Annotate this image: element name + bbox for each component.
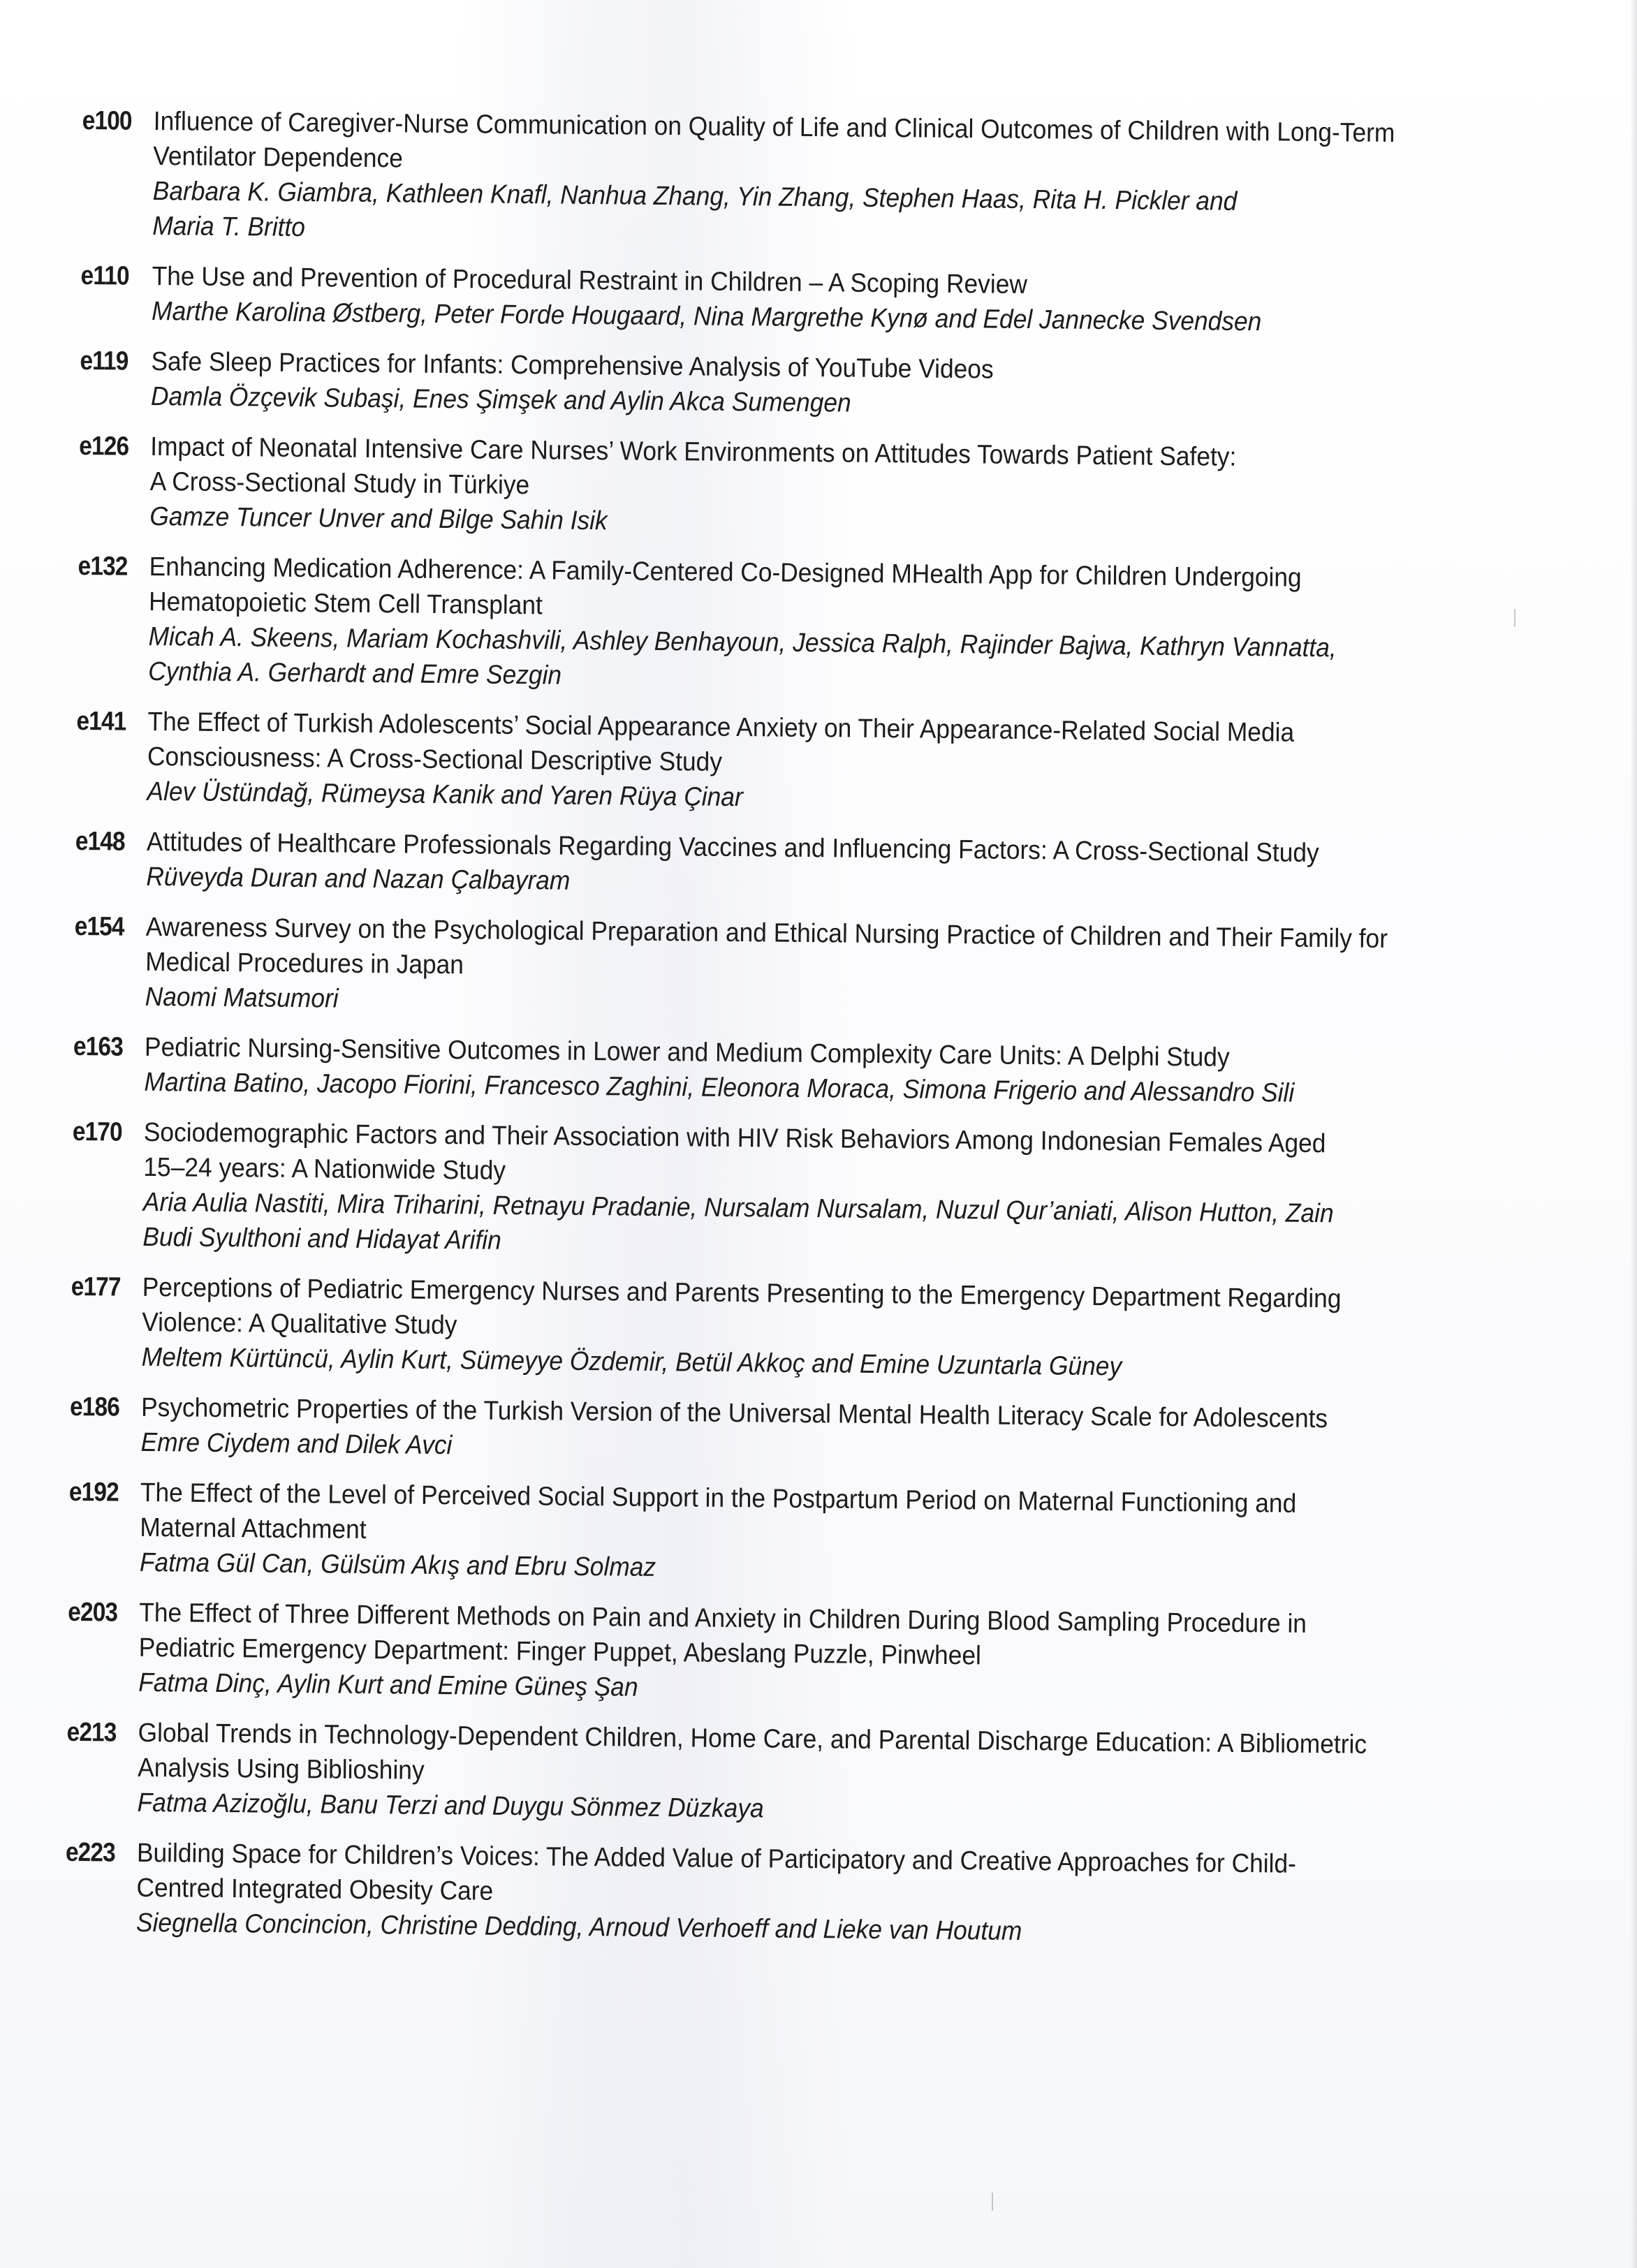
- article-authors-line: Barbara K. Giambra, Kathleen Knafl, Nanhua Zhang, Yin Zhang, Stephen Haas, Rita H. Pickler and: [152, 176, 1238, 216]
- article-title-line: Consciousness: A Cross-Sectional Descriptive Study: [147, 742, 723, 777]
- page-number: e186: [69, 1392, 120, 1422]
- article-title-line: Ventilator Dependence: [153, 141, 404, 174]
- article-title-line: Safe Sleep Practices for Infants: Comprehensive Analysis of YouTube Videos: [151, 346, 994, 385]
- page-number: e213: [66, 1717, 117, 1748]
- article-authors-line: Meltem Kürtüncü, Aylin Kurt, Sümeyye Özdemir, Betül Akkoç and Emine Uzuntarla Güney: [141, 1342, 1122, 1382]
- toc-entry: [73, 1029, 1582, 1114]
- article-title-line: The Effect of the Level of Perceived Social Support in the Postpartum Period on Maternal Functioning and: [140, 1478, 1297, 1519]
- page-number: e203: [68, 1597, 118, 1628]
- article-authors-line: Budi Syulthoni and Hidayat Arifin: [142, 1222, 501, 1256]
- page-number: e148: [75, 826, 125, 857]
- article-title-line: The Effect of Turkish Adolescents’ Social Appearance Anxiety on Their Appearance-Related Social Media: [147, 707, 1295, 748]
- page-number: e192: [68, 1477, 119, 1508]
- article-authors-line: Damla Özçevik Subaşi, Enes Şimşek and Aylin Akca Sumengen: [150, 381, 851, 418]
- toc-entry: [80, 258, 1590, 343]
- page-number: e132: [78, 551, 128, 582]
- article-title-line: Awareness Survey on the Psychological Preparation and Ethical Nursing Practice of Children and Their Family for: [145, 912, 1388, 954]
- article-title-line: 15–24 years: A Nationwide Study: [143, 1152, 506, 1186]
- article-title-line: Analysis Using Biblioshiny: [137, 1753, 425, 1785]
- page-number: e223: [65, 1837, 116, 1868]
- article-title-line: Centred Integrated Obesity Care: [136, 1873, 494, 1906]
- article-title-line: Impact of Neonatal Intensive Care Nurses’ Work Environments on Attitudes Towards Patient Safety:: [150, 432, 1237, 472]
- page-number: e119: [80, 346, 129, 376]
- article-authors-line: Siegnella Concincion, Christine Dedding, Arnoud Verhoeff and Lieke van Houtum: [135, 1908, 1022, 1947]
- toc-entry: [71, 1269, 1580, 1389]
- toc-entry: [69, 1390, 1578, 1474]
- toc-entry: [75, 704, 1585, 823]
- article-title-line: Building Space for Children’s Voices: The Added Value of Participatory and Creative Approaches for Child-: [136, 1838, 1297, 1879]
- article-title-line: Perceptions of Pediatric Emergency Nurses and Parents Presenting to the Emergency Department Regarding: [142, 1272, 1342, 1314]
- article-title-line: Sociodemographic Factors and Their Association with HIV Risk Behaviors Among Indonesian Females Aged: [143, 1117, 1326, 1159]
- article-authors-line: Micah A. Skeens, Mariam Kochashvili, Ashley Benhayoun, Jessica Ralph, Rajinder Bajwa, Kathryn Vannatta,: [148, 621, 1337, 663]
- page-number: e141: [76, 706, 126, 737]
- article-title-line: Maternal Attachment: [140, 1512, 367, 1545]
- article-title-line: Medical Procedures in Japan: [145, 947, 464, 980]
- toc-entry: [68, 1475, 1578, 1594]
- article-title-line: A Cross-Sectional Study in Türkiye: [149, 466, 530, 501]
- article-title-line: Attitudes of Healthcare Professionals Regarding Vaccines and Influencing Factors: A Cross-Sectional Study: [146, 827, 1319, 869]
- page-number: e126: [79, 431, 129, 462]
- table-of-contents: [65, 103, 1591, 1970]
- page-number: e177: [71, 1272, 121, 1302]
- article-title-line: The Use and Prevention of Procedural Restraint in Children – A Scoping Review: [152, 261, 1028, 300]
- article-authors-line: Fatma Gül Can, Gülsüm Akış and Ebru Solmaz: [139, 1547, 656, 1582]
- article-authors-line: Alev Üstündağ, Rümeysa Kanik and Yaren Rüya Çinar: [147, 776, 743, 813]
- toc-entry: [81, 103, 1591, 258]
- toc-entry: [75, 824, 1584, 908]
- toc-entry: [67, 1595, 1576, 1714]
- toc-entry: [80, 344, 1589, 428]
- article-authors-line: Naomi Matsumori: [145, 982, 339, 1014]
- toc-entry: [66, 1715, 1575, 1834]
- article-title-line: Pediatric Nursing-Sensitive Outcomes in Lower and Medium Complexity Care Units: A Delphi Study: [144, 1032, 1230, 1073]
- article-title-line: Violence: A Qualitative Study: [142, 1307, 457, 1341]
- article-authors-line: Fatma Dinç, Aylin Kurt and Emine Güneş Şan: [138, 1667, 638, 1702]
- page-number: e100: [82, 105, 132, 136]
- page-number: e110: [80, 260, 129, 291]
- article-authors-line: Aria Aulia Nastiti, Mira Triharini, Retnayu Pradanie, Nursalam Nursalam, Nuzul Qur’aniati, Alison Hutton, Zain: [142, 1187, 1334, 1229]
- article-title-line: The Effect of Three Different Methods on Pain and Anxiety in Children During Blood Sampling Procedure in: [139, 1598, 1307, 1639]
- toc-entry: [71, 1114, 1581, 1269]
- article-title-line: Hematopoietic Stem Cell Transplant: [148, 587, 543, 621]
- article-authors-line: Gamze Tuncer Unver and Bilge Sahin Isik: [149, 501, 608, 536]
- article-authors-line: Fatma Azizoğlu, Banu Terzi and Duygu Sönmez Düzkaya: [137, 1788, 764, 1824]
- toc-entry: [73, 909, 1583, 1029]
- toc-entry: [78, 429, 1587, 548]
- article-authors-line: Emre Ciydem and Dilek Avci: [140, 1427, 453, 1461]
- page-number: e170: [72, 1117, 122, 1147]
- toc-entry: [65, 1835, 1574, 1954]
- article-title-line: Global Trends in Technology-Dependent Children, Home Care, and Parental Discharge Education: A Bibliometric: [138, 1718, 1367, 1760]
- article-title-line: Psychometric Properties of the Turkish Version of the Universal Mental Health Literacy Scale for Adolescents: [140, 1392, 1328, 1434]
- scan-artifact: [992, 2193, 993, 2211]
- article-title-line: Pediatric Emergency Department: Finger Puppet, Abeslang Puzzle, Pinwheel: [138, 1633, 982, 1671]
- article-authors-line: Marthe Karolina Østberg, Peter Forde Hougaard, Nina Margrethe Kynø and Edel Jannecke Svendsen: [151, 296, 1262, 337]
- article-authors-line: Maria T. Britto: [152, 211, 306, 243]
- article-authors-line: Rüveyda Duran and Nazan Çalbayram: [146, 862, 571, 896]
- scan-artifact: [1514, 609, 1515, 627]
- article-authors-line: Martina Batino, Jacopo Fiorini, Francesco Zaghini, Eleonora Moraca, Simona Frigerio and Alessandro Sili: [144, 1067, 1295, 1108]
- toc-entry: [77, 549, 1587, 703]
- page-number: e154: [74, 911, 124, 942]
- article-authors-line: Cynthia A. Gerhardt and Emre Sezgin: [147, 656, 562, 691]
- article-title-line: Influence of Caregiver-Nurse Communication on Quality of Life and Clinical Outcomes of Children with Long-Term: [153, 106, 1395, 149]
- article-title-line: Enhancing Medication Adherence: A Family-Centered Co-Designed MHealth App for Children Undergoing: [149, 552, 1302, 593]
- page-number: e163: [73, 1031, 124, 1062]
